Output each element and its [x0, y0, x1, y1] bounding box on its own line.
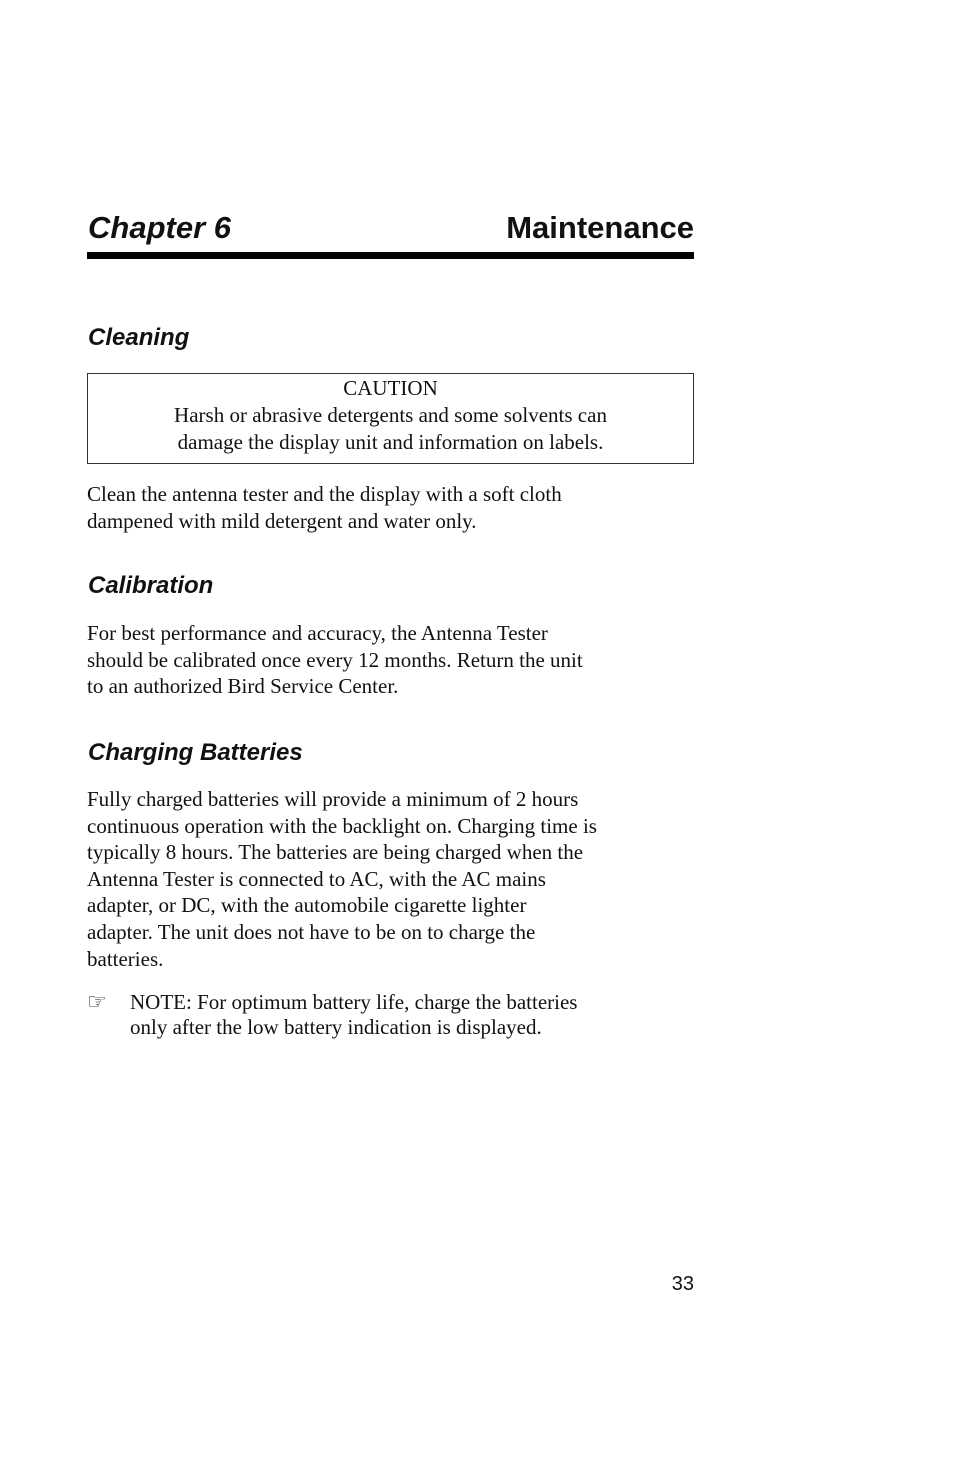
caution-box: [87, 373, 694, 464]
text-line: adapter. The unit does not have to be on to charge the: [87, 919, 536, 944]
chapter-title: Maintenance: [506, 210, 694, 245]
text-line: batteries.: [87, 946, 164, 971]
text-line: For best performance and accuracy, the Antenna Tester: [87, 621, 548, 645]
chapter-header: [87, 206, 694, 250]
text-line: continuous operation with the backlight on. Charging time is: [87, 813, 597, 838]
text-line: should be calibrated once every 12 months. Return the unit: [87, 647, 583, 672]
section-heading-calibration: Calibration: [88, 572, 214, 599]
pointing-hand-icon: ☞: [87, 990, 107, 1015]
text-line: typically 8 hours. The batteries are being charged when the: [87, 840, 584, 865]
text-line: Fully charged batteries will provide a minimum of 2 hours: [87, 787, 579, 811]
note-line: NOTE: For optimum battery life, charge the batteries: [130, 990, 578, 1014]
text-line: to an authorized Bird Service Center.: [87, 674, 399, 699]
chapter-label: Chapter 6: [88, 210, 231, 245]
cleaning-paragraph: [87, 481, 694, 534]
text-line: adapter, or DC, with the automobile cigarette lighter: [87, 893, 527, 918]
text-line: Antenna Tester is connected to AC, with the AC mains: [87, 866, 546, 891]
note-text: [130, 990, 577, 1040]
caution-title: CAUTION: [343, 376, 438, 400]
chapter-rule: [87, 252, 694, 259]
page-number: 33: [671, 1273, 694, 1295]
calibration-paragraph: [87, 620, 694, 700]
text-line: Clean the antenna tester and the display with a soft cloth: [87, 482, 562, 506]
charging-paragraph: [87, 786, 694, 972]
section-heading-cleaning: Cleaning: [88, 324, 190, 351]
note-line: only after the low battery indication is displayed.: [130, 1015, 542, 1039]
text-line: dampened with mild detergent and water only.: [87, 508, 477, 533]
caution-line: damage the display unit and information on labels.: [177, 430, 604, 454]
section-heading-charging-batteries: Charging Batteries: [88, 739, 303, 766]
caution-line: Harsh or abrasive detergents and some solvents can: [174, 403, 607, 427]
